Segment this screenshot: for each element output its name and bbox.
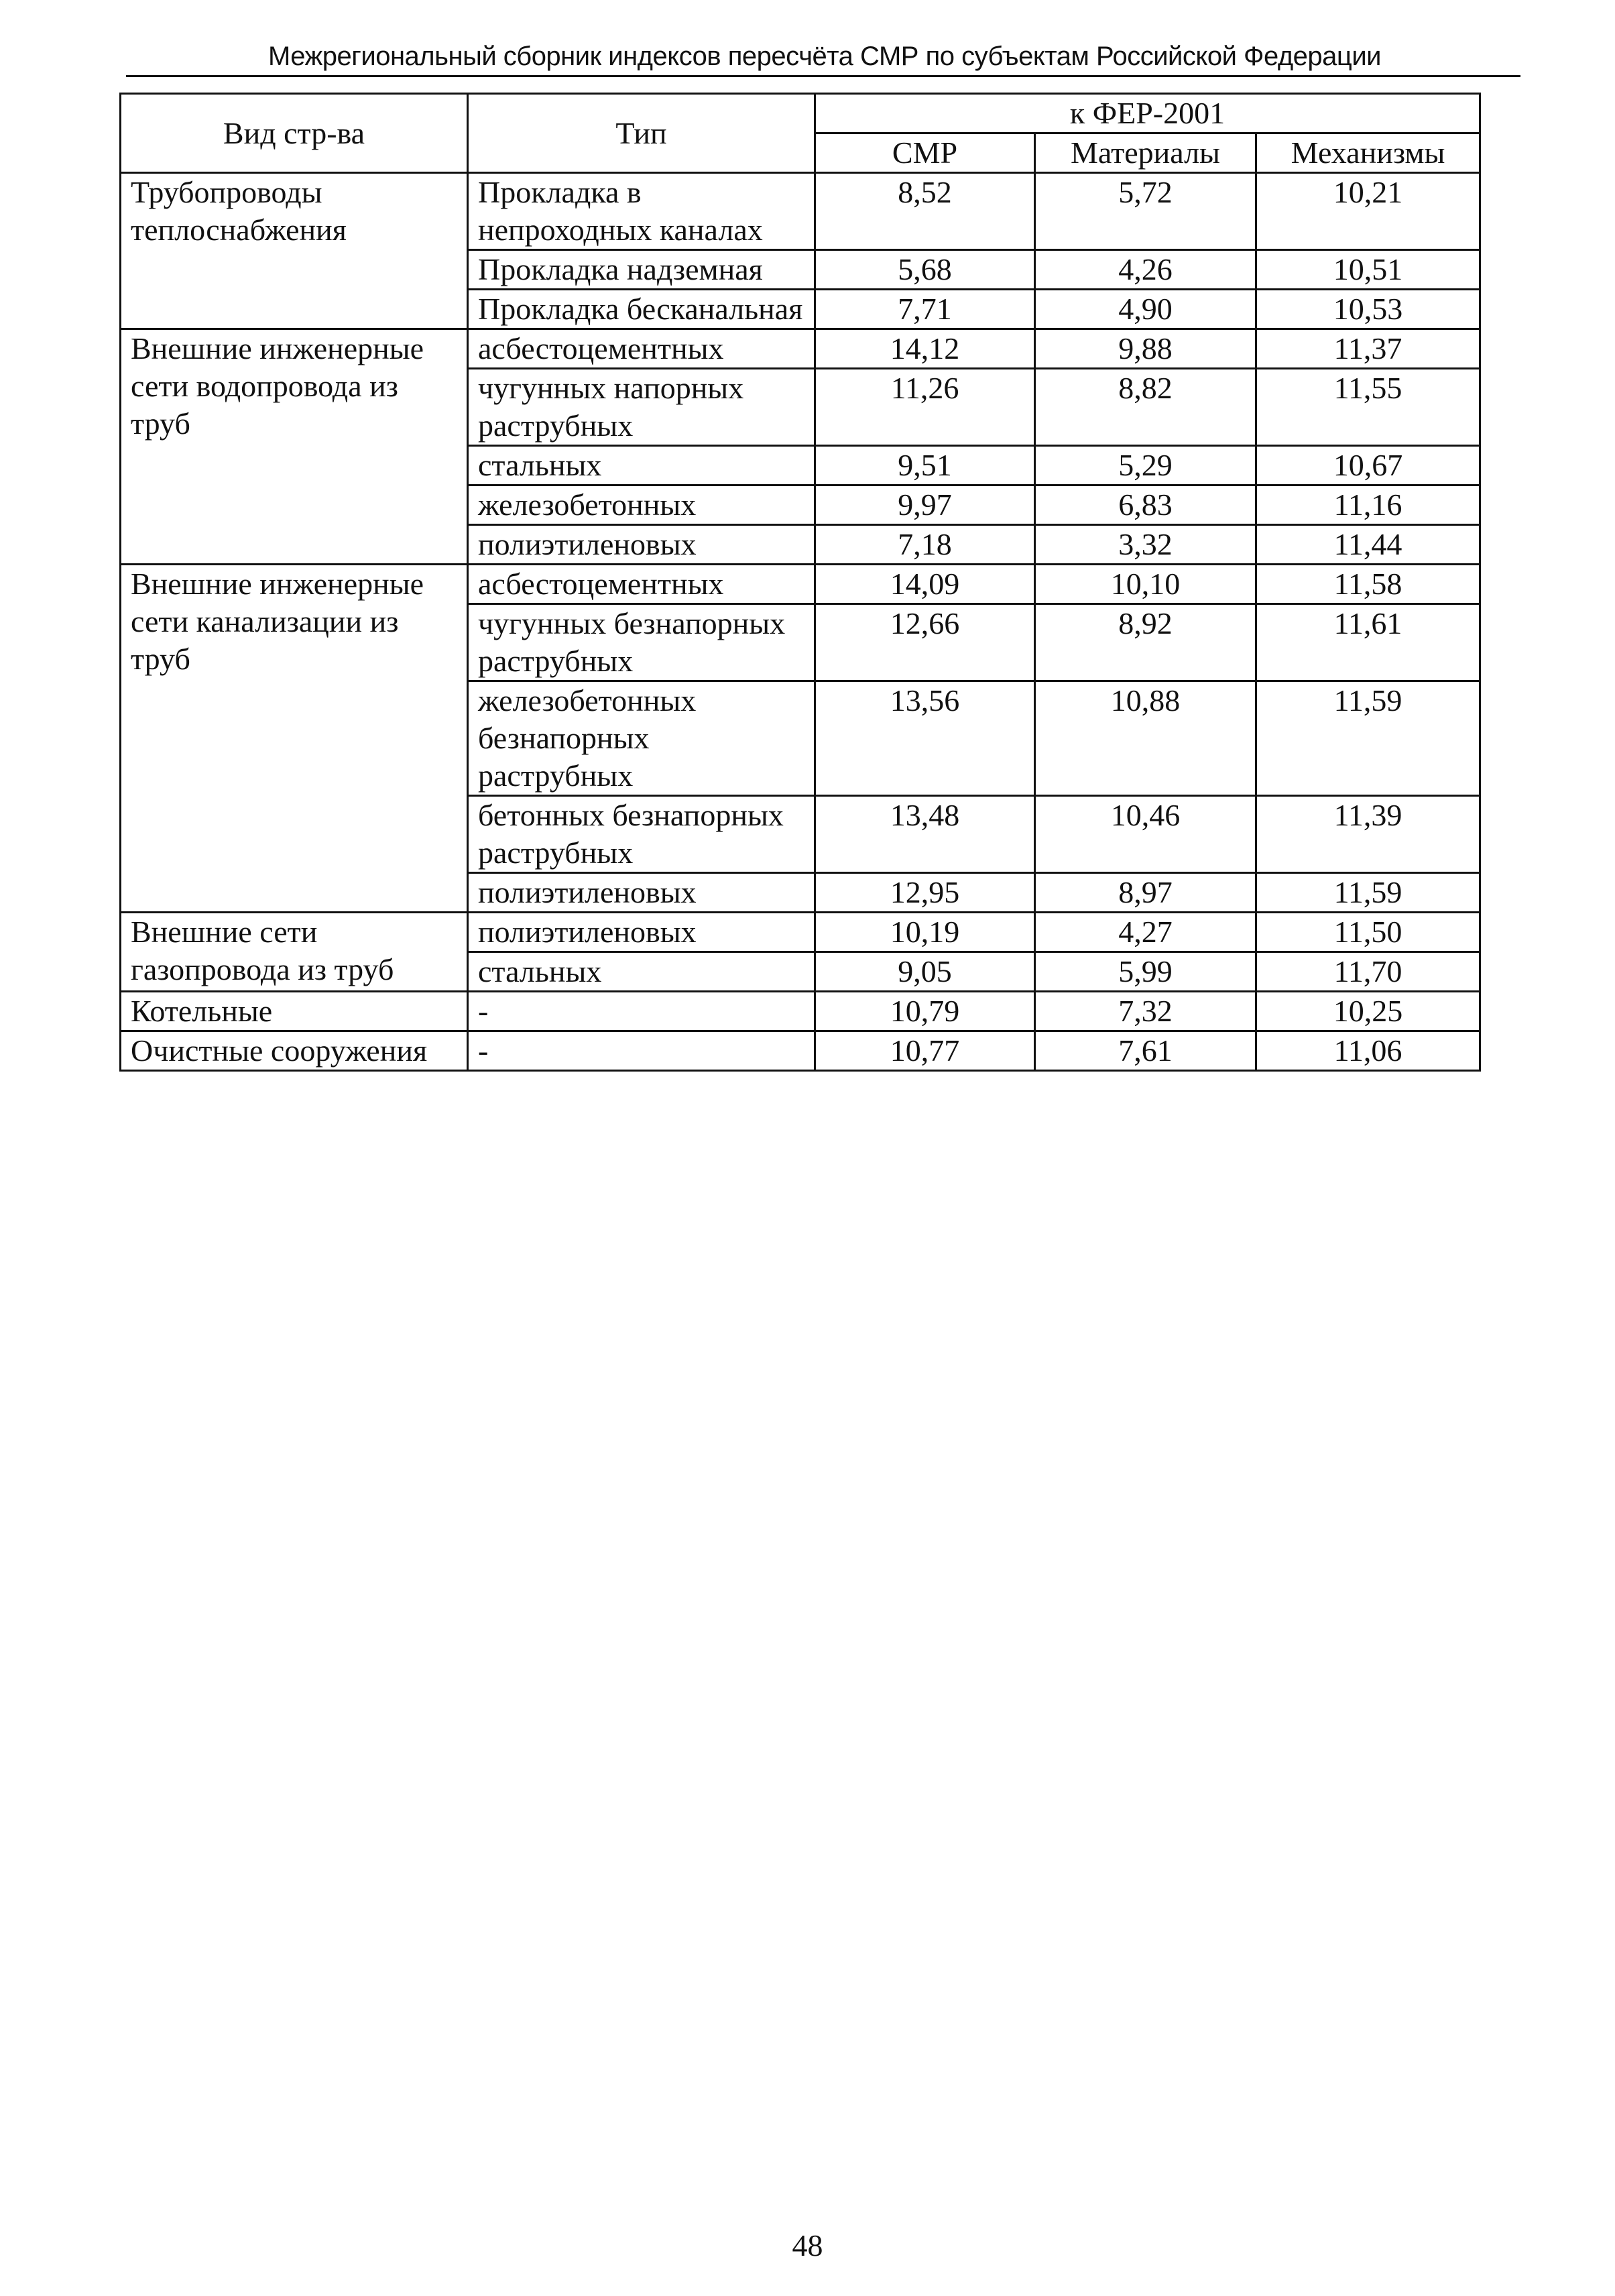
smr-value: 13,56: [815, 681, 1035, 796]
mechanisms-value: 11,37: [1256, 329, 1480, 369]
smr-value: 14,12: [815, 329, 1035, 369]
mechanisms-value: 11,61: [1256, 604, 1480, 681]
column-header-type: Тип: [468, 94, 815, 173]
mechanisms-value: 11,44: [1256, 525, 1480, 565]
row-type-cell: -: [468, 992, 815, 1031]
materials-value: 4,27: [1035, 913, 1256, 952]
row-type-cell: бетонных безнапорных раструбных: [468, 796, 815, 873]
mechanisms-value: 11,39: [1256, 796, 1480, 873]
materials-value: 5,72: [1035, 173, 1256, 250]
mechanisms-value: 11,16: [1256, 485, 1480, 525]
column-header-materials: Материалы: [1035, 133, 1256, 173]
mechanisms-value: 10,67: [1256, 446, 1480, 485]
table-row: [121, 913, 1480, 952]
mechanisms-value: 10,21: [1256, 173, 1480, 250]
smr-value: 10,77: [815, 1031, 1035, 1071]
row-type-cell: Прокладка бесканальная: [468, 290, 815, 329]
smr-value: 7,18: [815, 525, 1035, 565]
smr-value: 7,71: [815, 290, 1035, 329]
row-kind-cell: Очистные сооружения: [121, 1031, 468, 1071]
row-kind-cell: Внешние сети газопровода из труб: [121, 913, 468, 992]
smr-value: 14,09: [815, 565, 1035, 604]
smr-value: 10,79: [815, 992, 1035, 1031]
row-type-cell: асбестоцементных: [468, 329, 815, 369]
materials-value: 7,61: [1035, 1031, 1256, 1071]
materials-value: 8,82: [1035, 369, 1256, 446]
column-header-mechanisms: Механизмы: [1256, 133, 1480, 173]
row-type-cell: Прокладка надземная: [468, 250, 815, 290]
mechanisms-value: 11,06: [1256, 1031, 1480, 1071]
materials-value: 10,46: [1035, 796, 1256, 873]
materials-value: 7,32: [1035, 992, 1256, 1031]
smr-value: 5,68: [815, 250, 1035, 290]
materials-value: 4,90: [1035, 290, 1256, 329]
row-type-cell: -: [468, 1031, 815, 1071]
row-type-cell: чугунных напорных раструбных: [468, 369, 815, 446]
page-header-title: Межрегиональный сборник индексов пересчёта СМР по субъектам Российской Федерации: [267, 42, 1382, 71]
page-number: 48: [792, 2228, 823, 2262]
smr-value: 12,66: [815, 604, 1035, 681]
row-type-cell: полиэтиленовых: [468, 525, 815, 565]
materials-value: 10,10: [1035, 565, 1256, 604]
table-row: [121, 992, 1480, 1031]
row-type-cell: полиэтиленовых: [468, 873, 815, 913]
row-type-cell: железобетонных: [468, 485, 815, 525]
mechanisms-value: 11,55: [1256, 369, 1480, 446]
smr-value: 13,48: [815, 796, 1035, 873]
mechanisms-value: 10,51: [1256, 250, 1480, 290]
smr-value: 12,95: [815, 873, 1035, 913]
materials-value: 8,97: [1035, 873, 1256, 913]
materials-value: 6,83: [1035, 485, 1256, 525]
smr-value: 10,19: [815, 913, 1035, 952]
materials-value: 3,32: [1035, 525, 1256, 565]
table-row: [121, 1031, 1480, 1071]
table-row: [121, 173, 1480, 250]
row-type-cell: железобетонных безнапорных раструбных: [468, 681, 815, 796]
index-table: [119, 93, 1481, 1072]
row-kind-cell: Внешние инженерные сети водопровода из труб: [121, 329, 468, 565]
header-divider: [126, 75, 1520, 77]
smr-value: 11,26: [815, 369, 1035, 446]
materials-value: 4,26: [1035, 250, 1256, 290]
row-kind-cell: Трубопроводы теплоснабжения: [121, 173, 468, 329]
materials-value: 5,29: [1035, 446, 1256, 485]
smr-value: 9,05: [815, 952, 1035, 992]
mechanisms-value: 11,58: [1256, 565, 1480, 604]
materials-value: 9,88: [1035, 329, 1256, 369]
smr-value: 9,97: [815, 485, 1035, 525]
mechanisms-value: 10,25: [1256, 992, 1480, 1031]
mechanisms-value: 11,59: [1256, 873, 1480, 913]
row-type-cell: асбестоцементных: [468, 565, 815, 604]
column-header-kind: Вид стр-ва: [121, 94, 468, 173]
column-group-header: к ФЕР-2001: [815, 94, 1480, 133]
column-header-smr: СМР: [815, 133, 1035, 173]
materials-value: 10,88: [1035, 681, 1256, 796]
row-type-cell: стальных: [468, 446, 815, 485]
row-type-cell: полиэтиленовых: [468, 913, 815, 952]
materials-value: 5,99: [1035, 952, 1256, 992]
row-type-cell: чугунных безнапорных раструбных: [468, 604, 815, 681]
mechanisms-value: 10,53: [1256, 290, 1480, 329]
smr-value: 8,52: [815, 173, 1035, 250]
row-kind-cell: Внешние инженерные сети канализации из труб: [121, 565, 468, 913]
mechanisms-value: 11,50: [1256, 913, 1480, 952]
row-kind-cell: Котельные: [121, 992, 468, 1031]
table-row: [121, 565, 1480, 604]
table-row: [121, 329, 1480, 369]
smr-value: 9,51: [815, 446, 1035, 485]
mechanisms-value: 11,59: [1256, 681, 1480, 796]
mechanisms-value: 11,70: [1256, 952, 1480, 992]
row-type-cell: стальных: [468, 952, 815, 992]
row-type-cell: Прокладка в непроходных каналах: [468, 173, 815, 250]
materials-value: 8,92: [1035, 604, 1256, 681]
